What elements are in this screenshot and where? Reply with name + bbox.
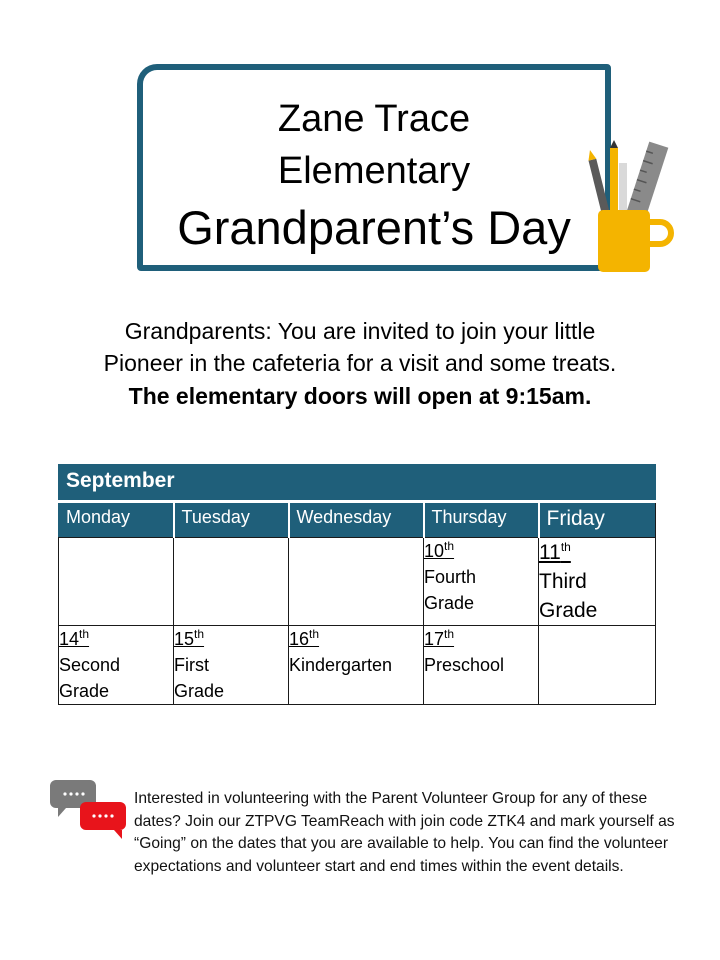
calendar-cell-empty	[539, 626, 656, 705]
weekday-friday: Friday	[539, 502, 656, 538]
date-number: 16th	[289, 627, 320, 649]
weekday-monday: Monday	[59, 502, 174, 538]
calendar-cell-sep-14	[59, 626, 174, 705]
chat-bubbles-icon	[50, 780, 130, 842]
intro-line-2: Pioneer in the cafeteria for a visit and some treats.	[103, 350, 617, 376]
grade-label: Grade	[424, 593, 475, 613]
date-number: 17th	[424, 627, 455, 649]
grade-label: Grade	[59, 681, 110, 701]
date-number: 11th	[539, 540, 571, 564]
calendar-cell-sep-15	[174, 626, 289, 705]
grade-label: Grade	[539, 599, 598, 622]
grade-label: Kindergarten	[289, 655, 393, 675]
calendar-cell-sep-17	[424, 626, 539, 705]
intro-line-1: Grandparents: You are invited to join your little	[124, 318, 596, 344]
date-number: 15th	[174, 627, 205, 649]
pencil-cup-icon	[588, 138, 678, 278]
weekday-thursday: Thursday	[424, 502, 539, 538]
grade-label: Grade	[174, 681, 225, 701]
weekday-header-row	[59, 502, 656, 538]
calendar-week-2	[59, 626, 656, 705]
calendar-cell-sep-10	[424, 538, 539, 626]
calendar-cell-sep-11	[539, 538, 656, 626]
title-box	[137, 64, 611, 271]
grade-label: Third	[539, 570, 587, 593]
school-name-line1: Zane Trace	[277, 98, 471, 140]
date-number: 14th	[59, 627, 90, 649]
calendar-table	[58, 464, 656, 705]
calendar-cell-empty	[289, 538, 424, 626]
weekday-wednesday: Wednesday	[289, 502, 424, 538]
doors-open-note: The elementary doors will open at 9:15am.	[128, 383, 592, 409]
grade-label: Preschool	[424, 655, 505, 675]
month-header-row	[59, 465, 656, 502]
school-name-line2: Elementary	[277, 150, 471, 192]
volunteer-info-text: Interested in volunteering with the Parent Volunteer Group for any of these dates? Join our ZTPVG TeamReach with join code ZTK4 and mark yourself as “Going” on the dates that you are available to help. You can find the volunteer expectations and volunteer start and end times within the event details.	[134, 790, 675, 875]
calendar-week-1	[59, 538, 656, 626]
grade-label: Fourth	[424, 567, 477, 587]
weekday-tuesday: Tuesday	[174, 502, 289, 538]
calendar-cell-sep-16	[289, 626, 424, 705]
calendar-cell-empty	[59, 538, 174, 626]
date-number: 10th	[424, 539, 455, 561]
event-title: Grandparent’s Day	[177, 201, 571, 254]
calendar-cell-empty	[174, 538, 289, 626]
month-label: September	[59, 465, 656, 502]
grade-label: Second	[59, 655, 121, 675]
grade-label: First	[174, 655, 209, 675]
